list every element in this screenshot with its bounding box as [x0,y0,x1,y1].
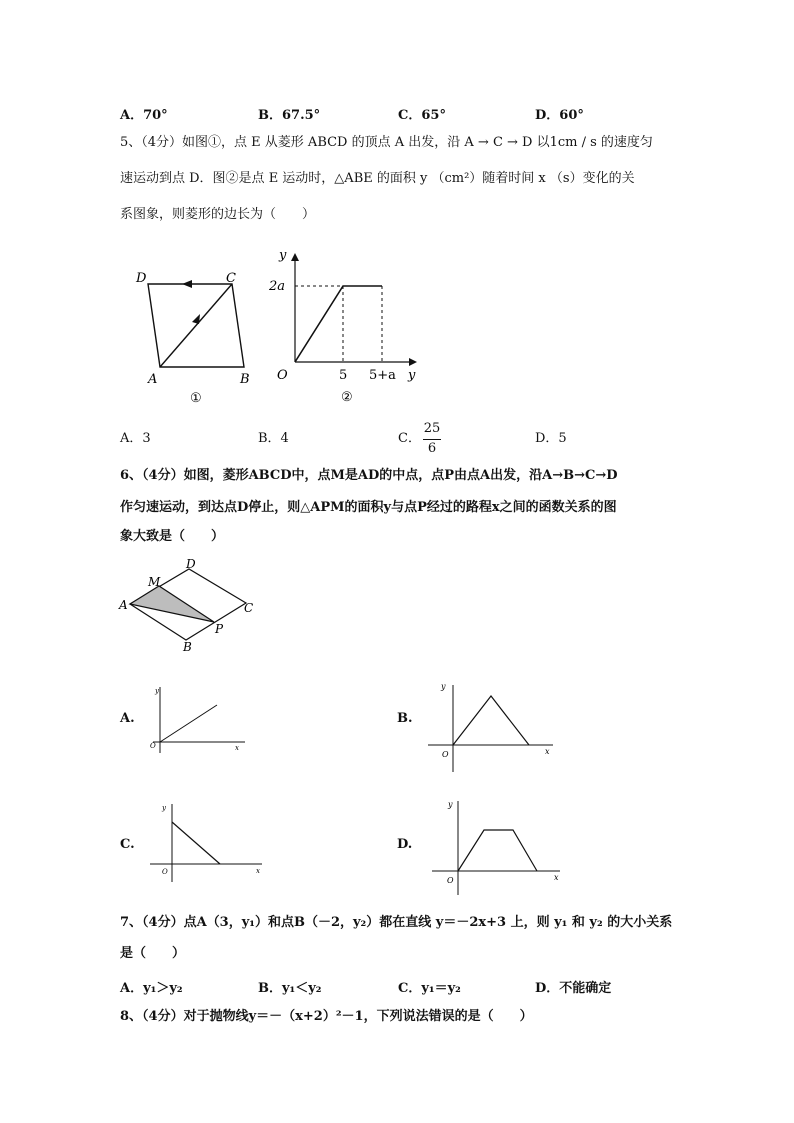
q6-option-d-label: D. [397,837,413,852]
q7-line-1: 7、（4分）点A（3，y₁）和点B（－2，y₂）都在直线 y＝－2x+3 上，则 y₁ 和 y₂ 的大小关系 [120,915,673,930]
label-d: D [136,271,147,286]
q6-graph-b [425,677,560,775]
label-p: P [215,622,224,636]
q6-figure-rhombus [116,558,266,653]
origin-label: O [150,742,156,750]
triangle-apm [130,586,214,622]
x-label: y [408,368,416,383]
q6-graph-a [145,683,250,758]
q4-option-b: B．67.5° [258,108,321,123]
label-d: D [186,558,196,571]
q7-option-d: D．不能确定 [535,981,612,996]
q5-line-2: 速运动到点 D．图②是点 E 运动时，△ABE 的面积 y （cm²）随着时间 x （s）变化的关 [120,171,635,186]
label-a: A [119,598,128,612]
q6-graph-d [430,795,565,897]
y-label: y [162,804,166,812]
q4-option-d: D．60° [535,108,584,123]
x-axis-arrow-icon [409,358,417,366]
label-b: B [240,372,250,387]
q5-line-3: 系图象，则菱形的边长为（ ） [120,207,316,222]
q5-option-c-prefix: C． [398,431,421,446]
q5-option-d: D．5 [535,431,567,446]
graph-line [160,705,217,742]
origin-label: O [162,868,168,876]
q5-option-c-numerator: 25 [423,421,441,436]
label-c: C [226,271,236,286]
y-axis-arrow-icon [291,253,299,261]
tick-5: 5 [339,368,348,383]
x-label: x [554,873,559,882]
graph-line [458,830,537,871]
label-b: B [183,640,192,653]
q5-option-a: A．3 [120,431,151,446]
graph-line [295,286,382,362]
arrow-cd-icon [182,280,192,288]
label-c: C [244,601,254,615]
q4-option-c: C．65° [398,108,446,123]
origin-label: O [447,876,454,885]
graph-line [453,696,529,745]
fig1-caption: ① [190,391,202,406]
q7-line-2: 是（ ） [120,946,186,961]
q6-graph-c [148,800,266,885]
y-label: y [155,687,159,695]
tick-2a: 2a [269,279,286,294]
q6-option-a-label: A. [120,711,135,726]
origin-label: O [277,368,288,383]
fraction-bar [423,439,441,440]
q6-option-c-label: C. [120,837,135,852]
q7-option-c: C．y₁＝y₂ [398,981,461,996]
q8-line: 8、（4分）对于抛物线y＝－（x+2）²－1，下列说法错误的是（ ） [120,1009,533,1024]
q6-line-3: 象大致是（ ） [120,529,225,544]
q5-figure-graph [265,245,425,407]
arrow-ac-icon [192,314,200,324]
y-label: y [279,248,287,263]
q6-option-b-label: B. [397,711,413,726]
tick-5a: 5+a [369,368,396,383]
q4-option-a: A．70° [120,108,168,123]
q5-option-c-denominator: 6 [427,441,437,456]
q7-option-a: A．y₁＞y₂ [120,981,183,996]
q5-option-b: B．4 [258,431,289,446]
graph-line [172,822,220,864]
x-label: x [235,744,239,752]
label-m: M [148,575,161,589]
q5-line-1: 5、（4分）如图①，点 E 从菱形 ABCD 的顶点 A 出发，沿 A → C → D 以1cm / s 的速度匀 [120,135,653,150]
diagonal-ac [160,284,232,367]
x-label: x [256,867,260,875]
x-label: x [545,747,550,756]
fig2-caption: ② [341,390,353,405]
q5-figure-rhombus [130,262,260,407]
q6-line-2: 作匀速运动，到达点D停止，则△APM的面积y与点P经过的路程x之间的函数关系的图 [120,500,617,515]
y-label: y [448,800,453,809]
q6-line-1: 6、（4分）如图，菱形ABCD中，点M是AD的中点，点P由点A出发，沿A→B→C→D [120,468,618,483]
origin-label: O [442,750,449,759]
label-a: A [148,372,158,387]
q7-option-b: B．y₁＜y₂ [258,981,322,996]
y-label: y [441,682,446,691]
